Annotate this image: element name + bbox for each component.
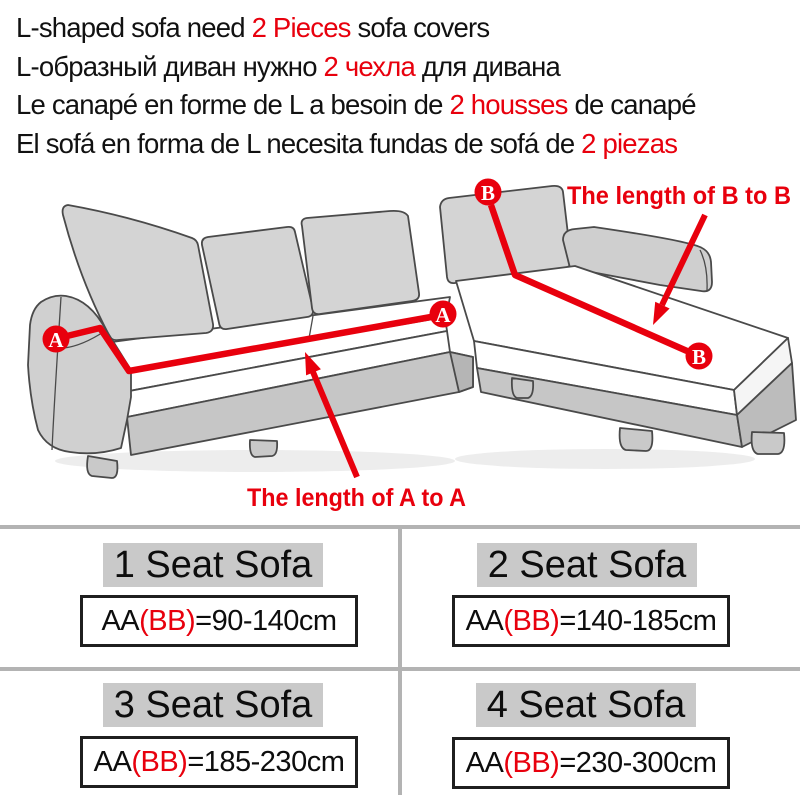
aa-text: AA <box>101 605 140 637</box>
note-highlight: 2 Pieces <box>251 12 351 43</box>
note-line-russian <box>16 51 560 83</box>
size-cell-value-3seat <box>80 736 358 788</box>
marker-b-bottom-icon <box>686 343 713 370</box>
size-table <box>0 525 800 800</box>
range-text: =140-185cm <box>559 605 717 637</box>
note-highlight: 2 piezas <box>581 128 678 159</box>
note-text: L-образный диван нужно <box>16 51 324 82</box>
bb-text: (BB) <box>139 605 196 637</box>
back-cushion <box>202 227 313 329</box>
svg-text:B: B <box>691 345 707 369</box>
note-text: El sofá en forma de L necesita fundas de sofá de <box>16 128 582 159</box>
marker-b-top-icon <box>475 179 502 206</box>
note-line-french <box>16 89 696 121</box>
marker-a-right-icon <box>430 301 457 328</box>
note-text: de canapé <box>567 89 696 120</box>
bb-text: (BB) <box>131 746 188 778</box>
aa-text: AA <box>465 747 504 779</box>
svg-text:B: B <box>480 181 496 205</box>
note-text: для дивана <box>415 51 560 82</box>
note-highlight: 2 housses <box>449 89 568 120</box>
note-text: sofa covers <box>350 12 490 43</box>
bb-text: (BB) <box>503 605 560 637</box>
back-cushion <box>302 211 420 314</box>
table-divider-vertical <box>398 529 402 795</box>
size-cell-title-2seat: 2 Seat Sofa <box>477 543 697 587</box>
sofa-leg <box>250 440 277 457</box>
bb-text: (BB) <box>503 747 560 779</box>
note-text: L-shaped sofa need <box>16 12 252 43</box>
sofa-3seat <box>28 205 473 478</box>
chaise-leg <box>512 378 533 398</box>
note-line-english <box>16 12 489 44</box>
size-cell-title-1seat: 1 Seat Sofa <box>103 543 323 587</box>
size-cell-title-4seat: 4 Seat Sofa <box>476 683 696 727</box>
marker-a-left-icon <box>43 326 70 353</box>
chaise-leg <box>620 428 653 451</box>
sofa-measure-diagram <box>0 170 800 520</box>
range-text: =90-140cm <box>195 605 337 637</box>
size-cell-value-4seat <box>452 737 730 789</box>
aa-text: AA <box>465 605 504 637</box>
note-line-spanish <box>16 128 677 160</box>
aa-text: AA <box>93 746 132 778</box>
note-text: Le canapé en forme de L a besoin de <box>16 89 450 120</box>
range-text: =230-300cm <box>559 747 717 779</box>
size-cell-title-3seat: 3 Seat Sofa <box>103 683 323 727</box>
label-b-length: The length of B to B <box>567 182 791 210</box>
label-a-length: The length of A to A <box>247 484 466 512</box>
shadow <box>455 449 755 469</box>
chaise-leg <box>752 432 785 454</box>
range-text: =185-230cm <box>187 746 345 778</box>
size-cell-value-2seat <box>452 595 730 647</box>
svg-text:A: A <box>435 303 451 327</box>
size-cell-value-1seat <box>80 595 358 647</box>
svg-text:A: A <box>48 328 64 352</box>
note-highlight: 2 чехла <box>323 51 415 82</box>
